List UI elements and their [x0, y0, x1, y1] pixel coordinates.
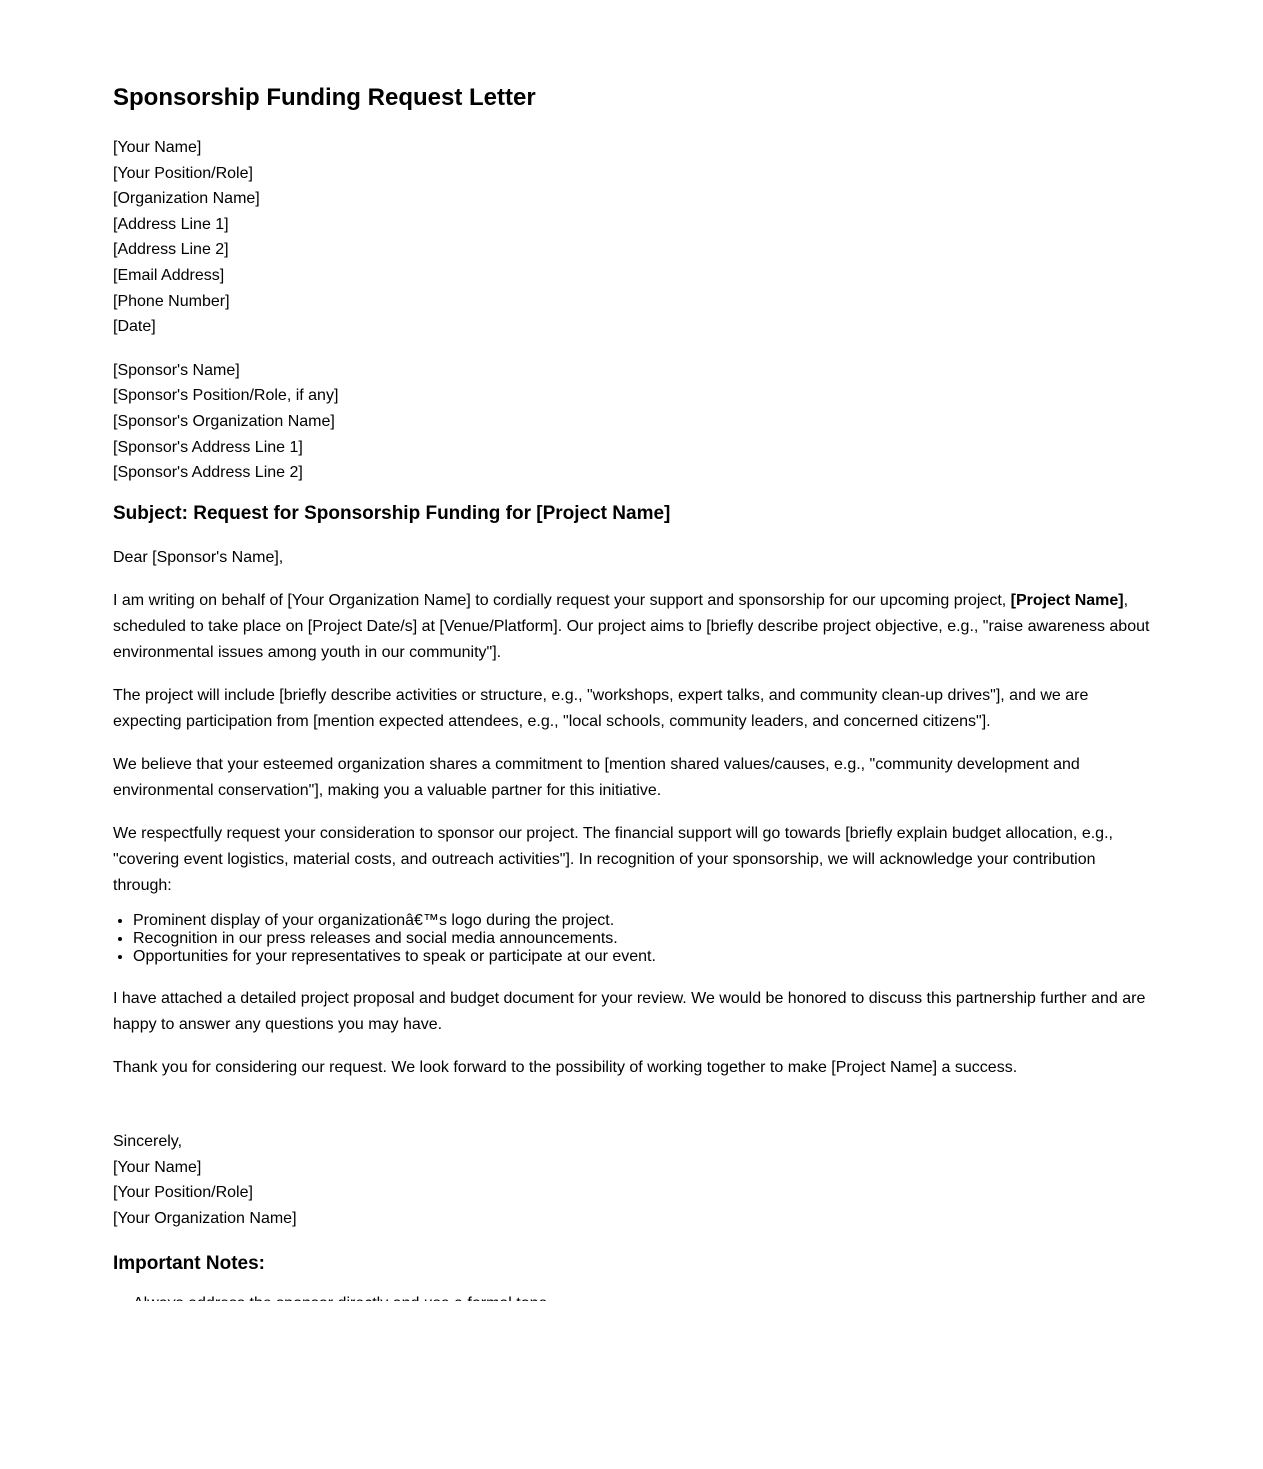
letter-document — [113, 80, 1153, 1278]
sender-line: [Your Position/Role] — [113, 164, 253, 182]
closing-line: [Your Organization Name] — [113, 1209, 297, 1227]
sender-line: [Address Line 1] — [113, 215, 229, 233]
paragraph-intro-text-before: I am writing on behalf of [Your Organization Name] to cordially request your support and sponsorship for our upcoming project, — [113, 592, 1011, 610]
sender-line: [Address Line 2] — [113, 241, 229, 259]
closing-block — [113, 1129, 1153, 1231]
closing-line: Sincerely, — [113, 1133, 183, 1151]
sender-address-block — [113, 135, 1153, 340]
closing-line: [Your Position/Role] — [113, 1184, 253, 1202]
paragraph-activities: The project will include [briefly describe activities or structure, e.g., "workshops, expert talks, and community clean-up drives"], and we are expecting participation from [mention expected attendees, e.g., "local schools, community leaders, and concerned citizens"]. — [113, 687, 1089, 730]
sender-line: [Date] — [113, 318, 156, 336]
viewport-cutoff — [0, 1301, 1263, 1469]
recipient-line: [Sponsor's Organization Name] — [113, 412, 335, 430]
benefit-item: • Recognition in our press releases and social media announcements. — [133, 930, 1153, 948]
salutation: Dear [Sponsor's Name], — [113, 548, 284, 566]
recipient-line: [Sponsor's Name] — [113, 361, 240, 379]
spacer — [113, 1099, 1153, 1129]
paragraph-intro-text-after: , scheduled to take place on [Project Date/s] at [Venue/Platform]. Our project aims to [briefly describe project objective, e.g., "raise awareness about environmental issues among youth in our community"]. — [113, 592, 1150, 661]
sender-line: [Organization Name] — [113, 190, 260, 208]
sender-line: [Email Address] — [113, 266, 225, 284]
recipient-line: [Sponsor's Address Line 1] — [113, 438, 303, 456]
notes-heading: Important Notes: — [113, 1253, 265, 1275]
recipient-line: [Sponsor's Address Line 2] — [113, 464, 303, 482]
recipient-address-block — [113, 358, 1153, 486]
benefit-item: • Opportunities for your representatives to speak or participate at our event. — [133, 948, 1153, 966]
recipient-line: [Sponsor's Position/Role, if any] — [113, 387, 339, 405]
paragraph-shared-values: We believe that your esteemed organization shares a commitment to [mention shared values/causes, e.g., "community development and environmental conservation"], making you a valuable partner for this initiative. — [113, 756, 1080, 799]
document-title: Sponsorship Funding Request Letter — [113, 84, 536, 111]
subject-heading: Subject: Request for Sponsorship Funding for [Project Name] — [113, 502, 671, 524]
paragraph-intro — [113, 588, 1153, 665]
paragraph-attachment: I have attached a detailed project proposal and budget document for your review. We would be honored to discuss this partnership further and are happy to answer any questions you may have. — [113, 990, 1146, 1033]
closing-line: [Your Name] — [113, 1158, 202, 1176]
benefit-item: • Prominent display of your organizationâ€™s logo during the project. — [133, 912, 1153, 930]
paragraph-thanks: Thank you for considering our request. We look forward to the possibility of working together to make [Project Name] a success. — [113, 1059, 1018, 1077]
project-name-bold: [Project Name] — [1010, 592, 1124, 610]
benefits-list — [113, 912, 1153, 966]
sender-line: [Your Name] — [113, 139, 202, 156]
paragraph-request: We respectfully request your consideration to sponsor our project. The financial support will go towards [briefly explain budget allocation, e.g., "covering event logistics, material costs, and outreach activities"]. In recognition of your sponsorship, we will acknowledge your contribution through: — [113, 825, 1113, 894]
sender-line: [Phone Number] — [113, 292, 230, 310]
